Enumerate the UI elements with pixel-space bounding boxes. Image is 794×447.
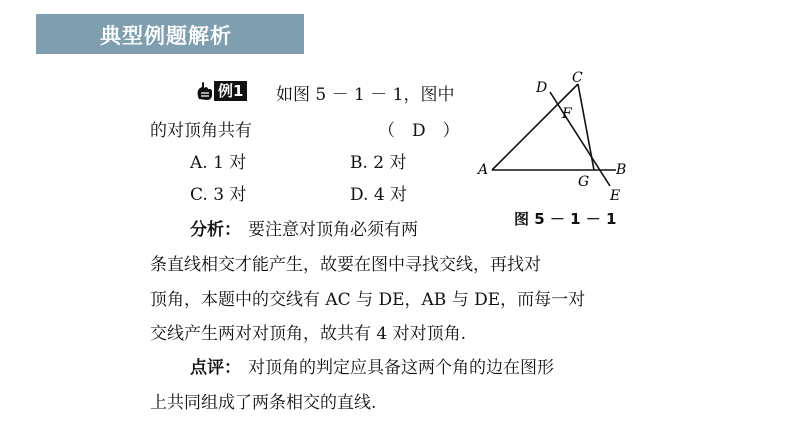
analysis-label: 分析： [190, 220, 241, 240]
option-d: D. 4 对 [350, 185, 408, 205]
option-b: B. 2 对 [350, 153, 407, 173]
option-a: A. 1 对 [190, 153, 247, 173]
analysis-line: 顶角，本题中的交线有 AC 与 DE，AB 与 DE，而每一对 [150, 290, 586, 310]
section-title: 典型例题解析 [100, 24, 232, 48]
point-label-d: D [536, 80, 548, 96]
example-label: 例1 [214, 81, 247, 101]
figure-caption: 图 5 － 1 － 1 [514, 210, 617, 228]
geometry-figure [470, 70, 640, 210]
line-de [550, 92, 610, 186]
point-label-a: A [478, 162, 489, 178]
example-badge [196, 80, 247, 102]
comment-line: 上共同组成了两条相交的直线. [150, 393, 377, 413]
hand-pointer-icon [196, 81, 214, 101]
example-question-line2: 的对顶角共有 [150, 121, 252, 141]
analysis-line: 交线产生两对对顶角，故共有 4 对对顶角. [150, 324, 467, 344]
point-label-g: G [578, 174, 590, 190]
point-label-b: B [616, 162, 627, 178]
point-label-f: F [562, 106, 572, 122]
point-label-e: E [610, 188, 621, 204]
section-banner [36, 14, 304, 54]
line-ac [492, 84, 578, 170]
comment-line: 对顶角的判定应具备这两个角的边在图形 [248, 358, 554, 378]
example-answer: （ D ） [378, 121, 460, 141]
analysis-line: 条直线相交才能产生，故要在图中寻找交线，再找对 [150, 255, 541, 275]
comment-label: 点评： [190, 358, 241, 378]
option-c: C. 3 对 [190, 185, 247, 205]
example-question-line1: 如图 5 － 1 － 1，图中 [276, 85, 455, 105]
point-label-c: C [572, 70, 583, 86]
analysis-line: 要注意对顶角必须有两 [248, 220, 418, 240]
